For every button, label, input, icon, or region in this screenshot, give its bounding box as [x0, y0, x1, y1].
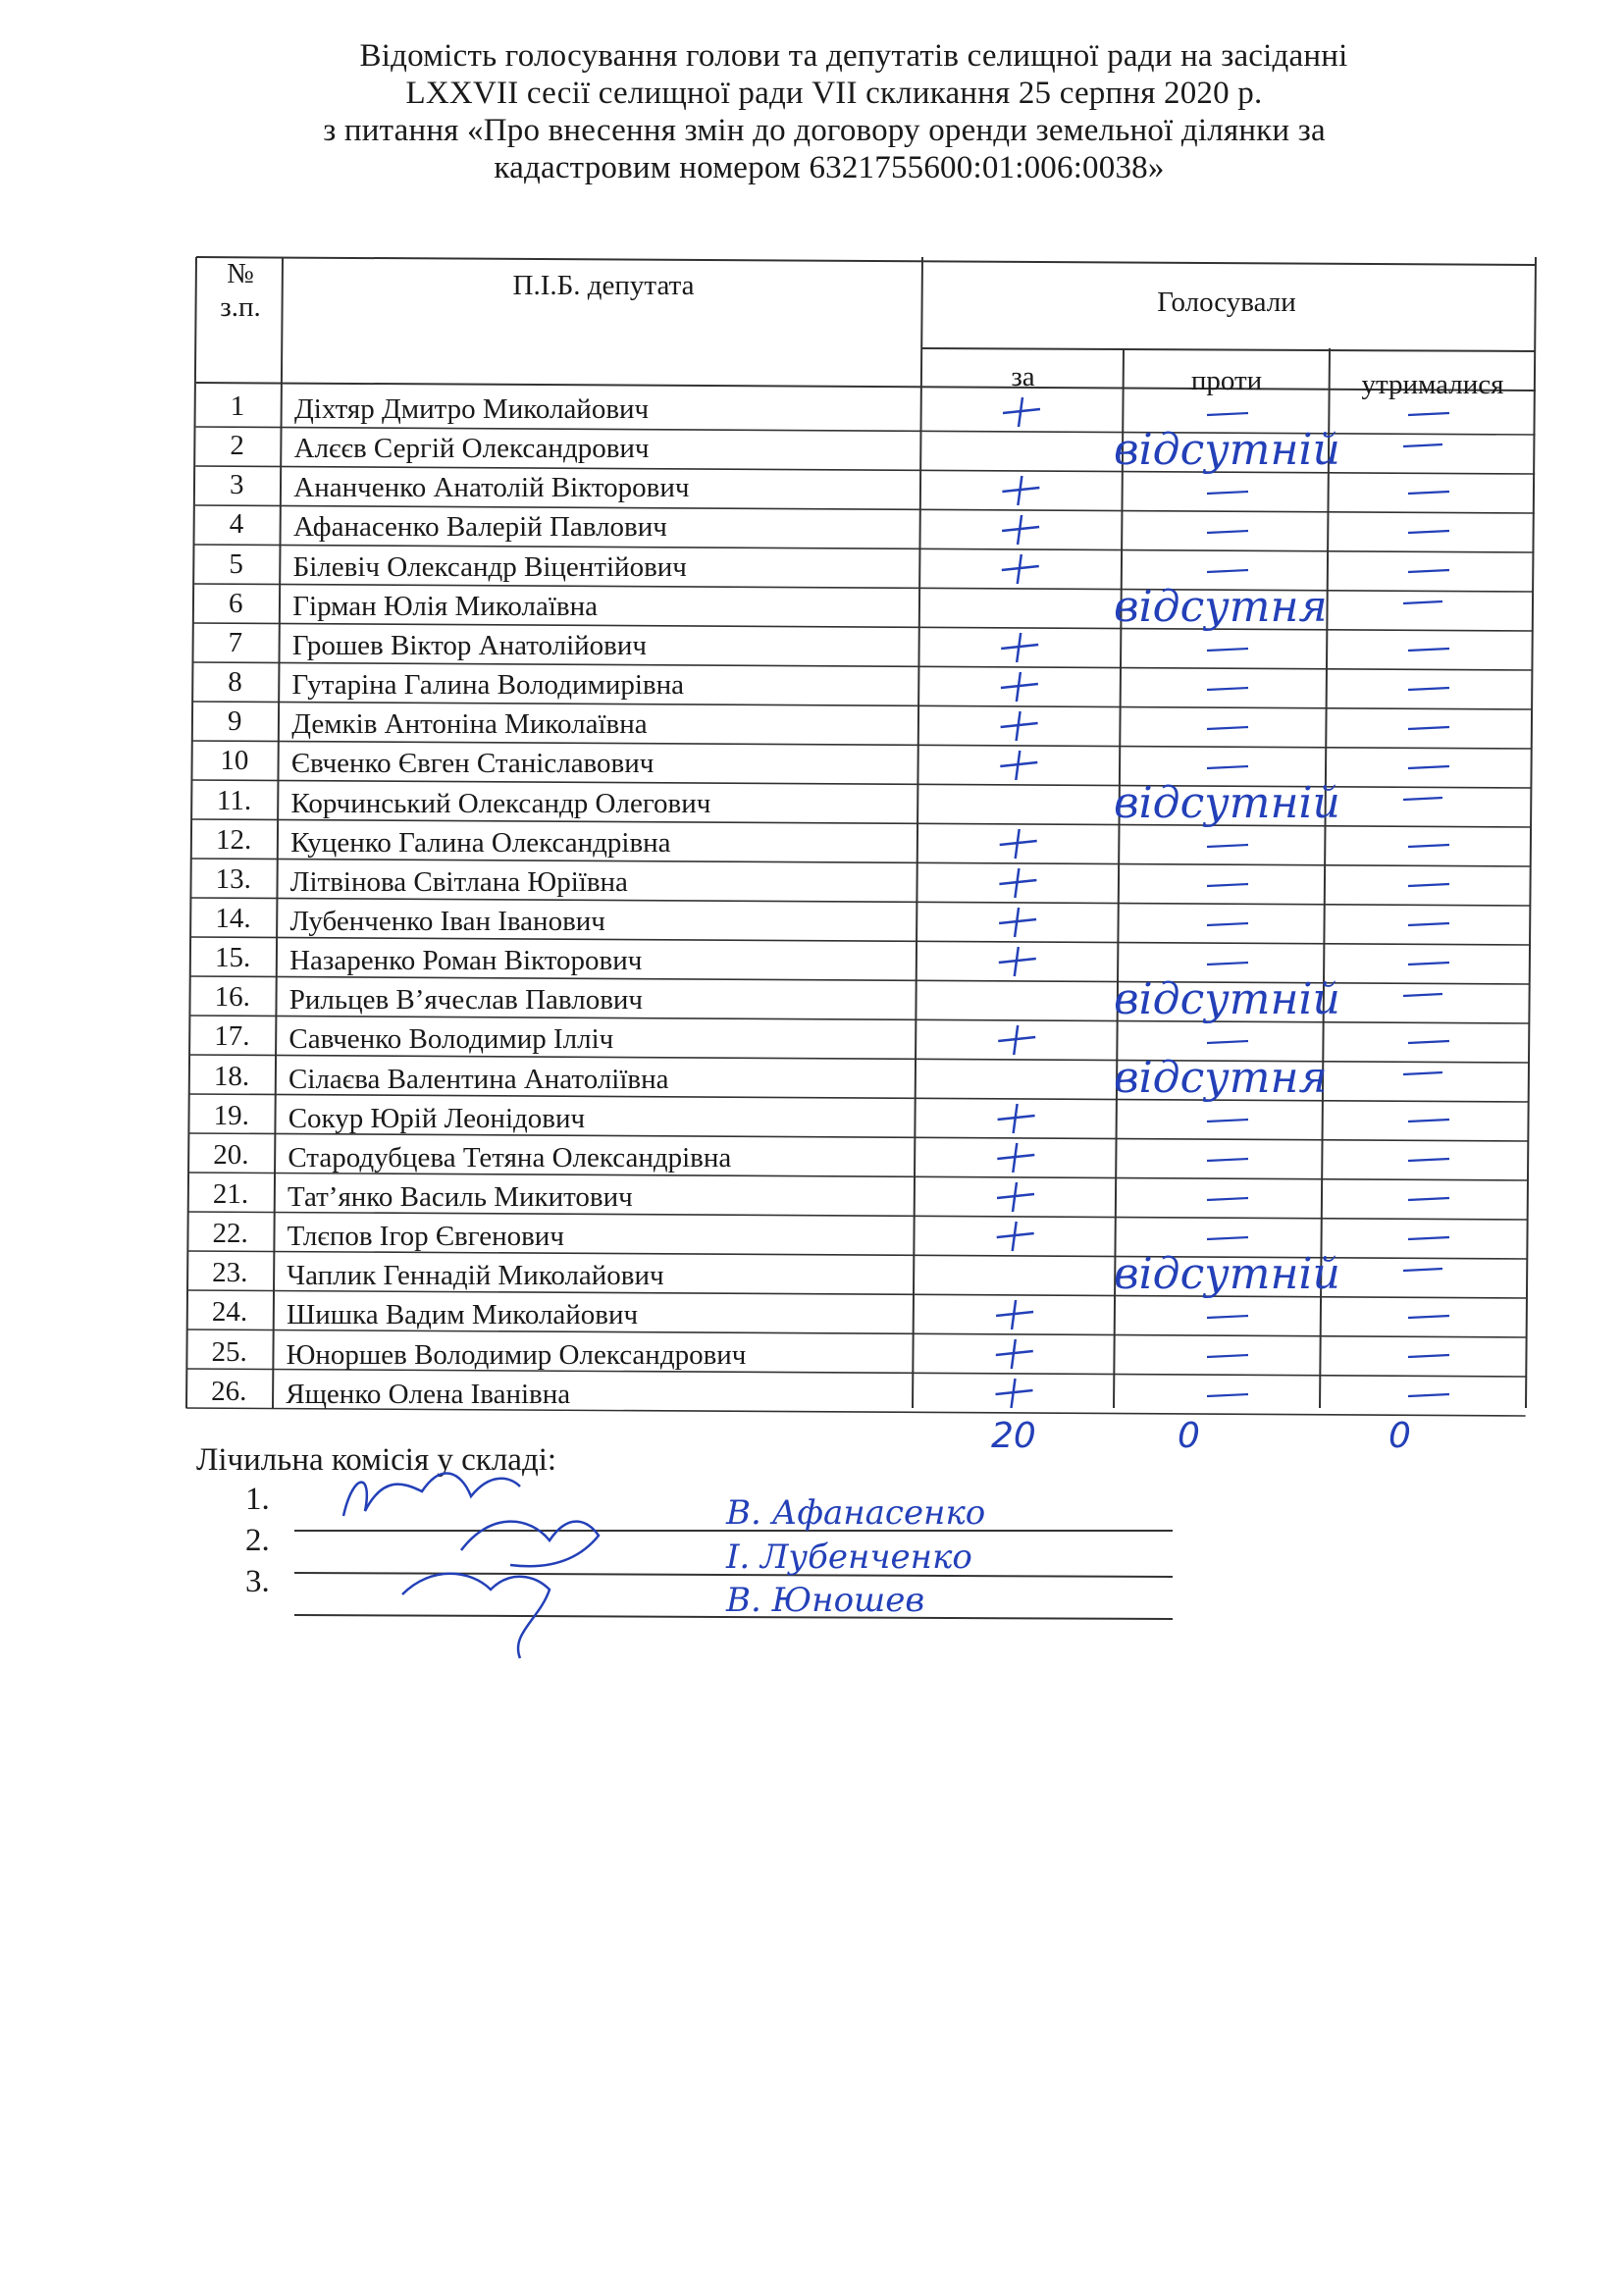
signature-2: [461, 1522, 599, 1567]
row-number: 26.: [211, 1375, 247, 1407]
title-line-1: Відомість голосування голови та депутатів селищної ради на засіданні: [359, 38, 1348, 74]
absent-note: відсутній: [1114, 1249, 1340, 1299]
commission-num-3: 3.: [245, 1564, 270, 1599]
signed-name-3: В. Юношев: [726, 1581, 925, 1620]
row-number: 9: [227, 705, 242, 738]
row-number: 21.: [212, 1178, 249, 1210]
absent-note: відсутній: [1114, 778, 1340, 828]
title-line-2: LXXVII сесії селищної ради VII скликання 25 серпня 2020 р.: [405, 76, 1263, 111]
row-deputy-name: Білевіч Олександр Віцентійович: [292, 550, 687, 583]
header-name: П.І.Б. депутата: [512, 270, 695, 301]
row-number: 23.: [212, 1257, 248, 1289]
row-deputy-name: Грошев Віктор Анатолійович: [291, 629, 647, 661]
absent-note: відсутня: [1114, 582, 1328, 632]
row-number: 20.: [213, 1138, 249, 1171]
row-deputy-name: Савченко Володимир Ілліч: [288, 1023, 614, 1056]
row-number: 16.: [214, 981, 250, 1014]
row-deputy-name: Стародубцева Тетяна Олександрівна: [288, 1141, 732, 1174]
row-deputy-name: Тат’янко Василь Микитович: [288, 1181, 633, 1213]
row-deputy-name: Сілаєва Валентина Анатоліївна: [288, 1063, 669, 1095]
row-deputy-name: Назаренко Роман Вікторович: [289, 945, 643, 977]
row-number: 12.: [216, 823, 252, 856]
row-number: 5: [229, 548, 243, 580]
header-voted: Голосували: [1157, 287, 1296, 318]
title-line-4: кадастровим номером 6321755600:01:006:0038»: [494, 150, 1165, 185]
signature-1: [343, 1473, 520, 1516]
row-deputy-name: Шишка Вадим Миколайович: [286, 1299, 639, 1331]
row-deputy-name: Євченко Євген Станіславович: [290, 748, 655, 780]
commission-num-2: 2.: [245, 1523, 270, 1558]
row-deputy-name: Сокур Юрій Леонідович: [288, 1102, 586, 1134]
header-number-abbr: з.п.: [220, 291, 261, 323]
row-number: 18.: [213, 1060, 250, 1092]
row-deputy-name: Гірман Юлія Миколаївна: [292, 590, 598, 622]
row-deputy-name: Лубенченко Іван Іванович: [289, 905, 605, 937]
title-line-3: з питання «Про внесення змін до договору оренди земельної ділянки за: [323, 113, 1326, 148]
row-number: 8: [228, 666, 242, 699]
row-deputy-name: Демків Антоніна Миколаївна: [291, 708, 648, 741]
signed-name-1: В. Афанасенко: [726, 1493, 986, 1533]
total-against: 0: [1178, 1416, 1200, 1456]
row-number: 25.: [211, 1335, 247, 1368]
total-for: 20: [991, 1416, 1036, 1456]
row-number: 15.: [214, 942, 251, 974]
row-number: 7: [228, 626, 243, 658]
row-deputy-name: Гутаріна Галина Володимирівна: [291, 669, 684, 702]
absent-note: відсутня: [1114, 1053, 1328, 1103]
row-deputy-name: Куценко Галина Олександрівна: [290, 826, 671, 859]
row-deputy-name: Корчинський Олександр Олегович: [290, 787, 711, 819]
row-number: 22.: [212, 1218, 248, 1250]
row-number: 14.: [215, 902, 251, 934]
row-number: 11.: [216, 784, 252, 816]
header-abstain: утрималися: [1361, 369, 1504, 400]
row-deputy-name: Діхтяр Дмитро Миколайович: [294, 393, 650, 425]
row-number: 2: [230, 430, 244, 462]
header-number-sign: №: [227, 258, 254, 289]
row-number: 3: [230, 469, 244, 501]
row-number: 19.: [213, 1099, 249, 1131]
header-against: проти: [1190, 365, 1263, 396]
row-deputy-name: Чаплик Геннадій Миколайович: [287, 1260, 664, 1292]
row-number: 4: [229, 508, 244, 541]
row-number: 13.: [215, 862, 251, 895]
row-deputy-name: Афанасенко Валерій Павлович: [292, 511, 667, 544]
signed-name-2: І. Лубенченко: [726, 1538, 972, 1577]
absent-note: відсутній: [1114, 425, 1340, 475]
row-deputy-name: Ананченко Анатолій Вікторович: [293, 472, 690, 504]
row-deputy-name: Літвінова Світлана Юріївна: [289, 865, 628, 898]
commission-num-1: 1.: [245, 1482, 270, 1517]
row-number: 6: [229, 587, 243, 619]
row-deputy-name: Ященко Олена Іванівна: [286, 1378, 571, 1410]
row-deputy-name: Алєєв Сергій Олександрович: [293, 433, 650, 465]
row-deputy-name: Тлєпов Ігор Євгенович: [287, 1221, 564, 1253]
row-deputy-name: Юноршев Володимир Олександрович: [286, 1338, 747, 1371]
row-number: 10: [220, 745, 249, 777]
row-number: 17.: [214, 1020, 250, 1053]
absent-note: відсутній: [1114, 974, 1340, 1024]
row-deputy-name: Рильцев В’ячеслав Павлович: [288, 984, 643, 1017]
row-number: 1: [230, 391, 245, 422]
header-for: за: [1011, 361, 1035, 392]
row-number: 24.: [211, 1296, 248, 1329]
total-abstain: 0: [1388, 1416, 1411, 1456]
commission-label: Лічильна комісія у складі:: [196, 1442, 557, 1478]
